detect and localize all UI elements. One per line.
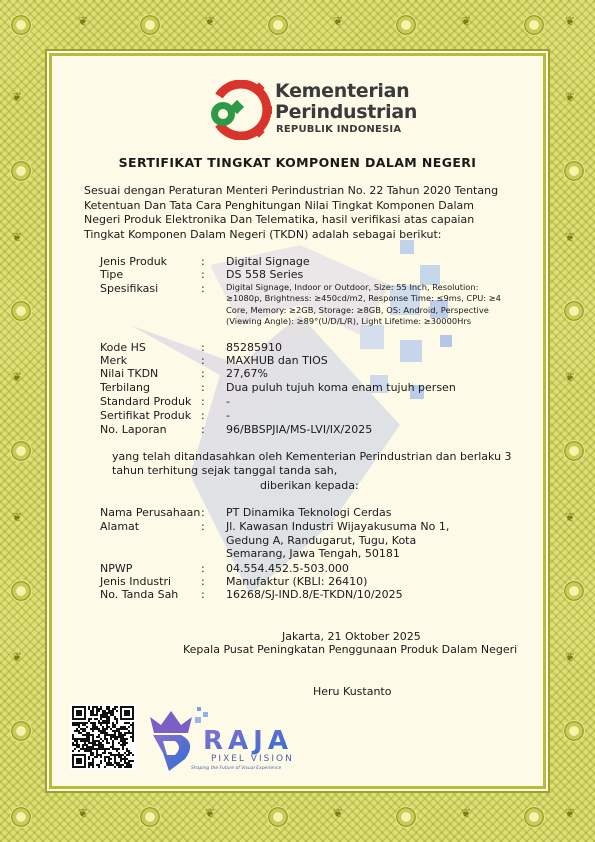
border-medallion-icon [10,300,32,322]
value-spesifikasi: Digital Signage, Indoor or Outdoor, Size: 55 Inch, Resolution: ≥1080p, Brightness: ≥450cd/m2, Response Time: ≤9ms, CPU: ≥4 Core, Memory: ≥2GB, Storage: ≥8GB, OS: Android, Perspective (Viewing Angle): ≥89°(U/D/L/R), Light Lifetime: ≥30000Hrs [226,282,501,326]
value-terbilang: Dua puluh tujuh koma enam tujuh persen [226,381,456,394]
garuda-emblem-icon: ❦ [460,806,472,820]
garuda-emblem-icon: ❦ [564,650,576,664]
border-medallion-icon [139,806,161,828]
garuda-emblem-icon: ❦ [564,806,576,820]
garuda-emblem-icon: ❦ [564,14,576,28]
value-npwp: 04.554.452.5-503.000 [226,562,349,575]
garuda-emblem-icon: ❦ [564,90,576,104]
label-no-laporan: No. Laporan [100,423,167,436]
label-kode-hs: Kode HS [100,341,146,354]
label-nilai-tkdn: Nilai TKDN [100,367,159,380]
ministry-gear-logo-icon [203,80,273,140]
value-nilai-tkdn: 27,67% [226,367,268,380]
garuda-emblem-icon: ❦ [77,806,89,820]
colon: : [201,341,205,354]
given-to-label: diberikan kepada: [260,479,359,492]
label-npwp: NPWP [100,562,133,575]
border-medallion-icon [563,300,585,322]
ministry-country: REPUBLIK INDONESIA [276,124,402,135]
value-sertifikat-produk: - [226,409,230,422]
raja-pixel-vision-logo-icon [145,703,325,775]
colon: : [201,575,205,588]
border-medallion-icon [395,806,417,828]
label-terbilang: Terbilang [100,381,150,394]
colon: : [201,268,205,281]
border-medallion-icon [523,806,545,828]
value-jenis-produk: Digital Signage [226,255,310,268]
garuda-emblem-icon: ❦ [11,370,23,384]
colon: : [201,423,205,436]
ministry-name-line2: Perindustrian [275,101,418,123]
border-medallion-icon [563,720,585,742]
colon: : [201,395,205,408]
colon: : [201,409,205,422]
border-medallion-icon [10,580,32,602]
border-medallion-icon [10,720,32,742]
colon: : [201,282,205,295]
value-tipe: DS 558 Series [226,268,304,281]
garuda-emblem-icon: ❦ [204,806,216,820]
value-jenis-industri: Manufaktur (KBLI: 26410) [226,575,368,588]
colon: : [201,506,205,519]
border-medallion-icon [395,14,417,36]
label-standard-produk: Standard Produk [100,395,192,408]
border-medallion-icon [563,440,585,462]
border-medallion-icon [267,806,289,828]
garuda-emblem-icon: ❦ [460,14,472,28]
border-medallion-icon [267,14,289,36]
label-jenis-produk: Jenis Produk [100,255,168,268]
value-kode-hs: 85285910 [226,341,282,354]
value-standard-produk: - [226,395,230,408]
value-alamat: Jl. Kawasan Industri Wijayakusuma No 1, Gedung A, Randugarut, Tugu, Kota Semarang, Jawa Tengah, 50181 [226,520,450,560]
intro-paragraph: Sesuai dengan Peraturan Menteri Perindustrian No. 22 Tahun 2020 Tentang Ketentuan Dan Tata Cara Penghitungan Nilai Tingkat Komponen Dalam Negeri Produk Elektronika Dan Telematika, hasil verifikasi atas capaian Tingkat Komponen Dalam Negeri (TKDN) adalah sebagai berikut: [84,184,499,241]
garuda-emblem-icon: ❦ [11,90,23,104]
border-medallion-icon [563,580,585,602]
value-merk: MAXHUB dan TIOS [226,354,328,367]
border-medallion-icon [523,14,545,36]
colon: : [201,562,205,575]
colon: : [201,381,205,394]
value-nama-perusahaan: PT Dinamika Teknologi Cerdas [226,506,392,519]
colon: : [201,367,205,380]
label-jenis-industri: Jenis Industri [100,575,172,588]
label-sertifikat-produk: Sertifikat Produk [100,409,192,422]
qr-code-icon[interactable] [70,704,136,770]
colon: : [201,520,205,533]
colon: : [201,354,205,367]
garuda-emblem-icon: ❦ [11,230,23,244]
garuda-emblem-icon: ❦ [11,510,23,524]
garuda-emblem-icon: ❦ [564,510,576,524]
garuda-emblem-icon: ❦ [11,650,23,664]
garuda-emblem-icon: ❦ [564,230,576,244]
brand-sub: PIXEL VISION [211,754,294,764]
colon: : [201,588,205,601]
brand-name: RAJA [203,726,293,756]
label-merk: Merk [100,354,128,367]
label-no-tanda-sah: No. Tanda Sah [100,588,179,601]
garuda-emblem-icon: ❦ [332,806,344,820]
brand-tagline: Shaping the Future of Visual Experience [191,766,282,771]
signatory-name: Heru Kustanto [313,685,392,698]
colon: : [201,255,205,268]
signatory-position: Kepala Pusat Peningkatan Penggunaan Produk Dalam Negeri [183,643,518,656]
label-tipe: Tipe [100,268,124,281]
garuda-emblem-icon: ❦ [332,14,344,28]
garuda-emblem-icon: ❦ [204,14,216,28]
value-no-tanda-sah: 16268/SJ-IND.8/E-TKDN/10/2025 [226,588,403,601]
label-nama-perusahaan: Nama Perusahaan [100,506,201,519]
border-medallion-icon [10,806,32,828]
closing-paragraph: yang telah ditandasahkan oleh Kementerian Perindustrian dan berlaku 3 tahun terhitung sejak tanggal tanda sah, [112,450,512,477]
border-medallion-icon [10,440,32,462]
border-medallion-icon [139,14,161,36]
garuda-emblem-icon: ❦ [77,14,89,28]
garuda-emblem-icon: ❦ [564,370,576,384]
label-spesifikasi: Spesifikasi [100,282,159,295]
signature-place-date: Jakarta, 21 Oktober 2025 [282,630,421,643]
label-alamat: Alamat [100,520,140,533]
value-no-laporan: 96/BBSPJIA/MS-LVI/IX/2025 [226,423,373,436]
ministry-name-line1: Kementerian [275,80,410,102]
border-medallion-icon [10,14,32,36]
certificate-title: SERTIFIKAT TINGKAT KOMPONEN DALAM NEGERI [118,155,477,170]
